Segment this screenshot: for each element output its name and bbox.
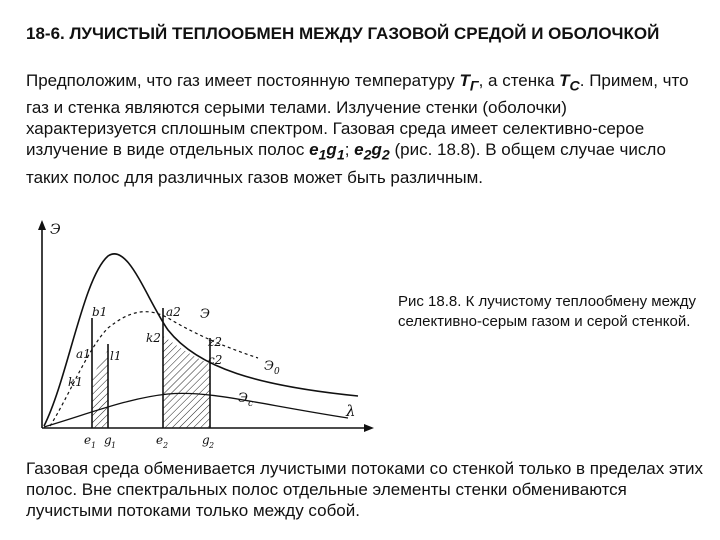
tick-e1: e — [84, 433, 92, 447]
band-1-area — [92, 350, 108, 428]
tick-e1-sub: 1 — [91, 441, 97, 450]
x-axis-label: λ — [346, 402, 356, 420]
figure-caption: Рис 18.8. К лучистому теплообмену между селективно-серым газом и серой стенкой. — [398, 293, 697, 330]
label-k1: k1 — [68, 375, 83, 389]
label-b1: b1 — [92, 305, 108, 319]
band-e1-subscript: 1 — [318, 147, 327, 164]
band-2-area — [163, 336, 210, 428]
curve-ec-label: Э — [238, 391, 248, 406]
spectrum-figure — [28, 218, 388, 450]
curve-ec-sub: с — [248, 399, 254, 409]
band-g1-symbol: g — [326, 140, 337, 160]
wall-temperature-subscript: С — [569, 78, 580, 95]
label-c2: c2 — [208, 353, 223, 367]
gas-temperature-subscript: Г — [469, 78, 479, 95]
band-separator: ; — [344, 140, 355, 160]
tick-e2: e — [156, 433, 164, 447]
band-e2-subscript: 2 — [363, 147, 372, 164]
y-axis-arrow — [38, 220, 46, 230]
closing-paragraph: Газовая среда обменивается лучистыми потоками со стенкой только в пределах этих полос. Вне спектральных полос отдельные элементы стенки обмениваются лучистыми потоками только между собой. — [26, 459, 704, 520]
intro-text-1: Предположим, что газ имеет постоянную температуру — [26, 71, 460, 90]
gas-temperature-symbol: T — [459, 71, 470, 90]
intro-text-2: , а стенка — [478, 71, 560, 90]
curve-e-label: Э — [200, 307, 210, 322]
tick-e2-sub: 2 — [163, 441, 169, 450]
band-g2-symbol: g — [371, 140, 382, 160]
section-title: 18-6. ЛУЧИСТЫЙ ТЕПЛООБМЕН МЕЖДУ ГАЗОВОЙ СРЕДОЙ И ОБОЛОЧКОЙ — [26, 24, 660, 43]
curve-e0-sub: 0 — [274, 367, 280, 377]
tick-g2: g — [202, 433, 210, 447]
x-axis-arrow — [364, 424, 374, 432]
intro-paragraph — [26, 70, 696, 188]
band-e2-symbol: e — [354, 140, 364, 160]
label-z2: z2 — [208, 335, 222, 349]
label-a1: a1 — [76, 347, 91, 361]
band-g2-subscript: 2 — [381, 147, 390, 164]
band-g1-subscript: 1 — [336, 147, 345, 164]
tick-g2-sub: 2 — [209, 441, 215, 450]
curve-e — [50, 312, 258, 426]
label-k2: k2 — [146, 331, 161, 345]
curve-e0-label: Э — [264, 359, 274, 374]
tick-g1-sub: 1 — [111, 441, 117, 450]
tick-g1: g — [104, 433, 112, 447]
y-axis-label: Э — [50, 222, 61, 238]
intro-text-4: (рис. 18.8). В общем случае число таких полос для различных газов может быть различным. — [26, 140, 666, 187]
wall-temperature-symbol: T — [559, 71, 570, 90]
label-l1: l1 — [110, 349, 122, 363]
band-e1-symbol: e — [309, 140, 319, 160]
intro-text-3: . Примем, что газ и стенка являются серыми телами. Излучение стенки (оболочки) характеризуется сплошным спектром. Газовая среда имеет селективно-серое излучение в виде отдельных полос — [26, 71, 689, 160]
label-a2: a2 — [166, 305, 181, 319]
